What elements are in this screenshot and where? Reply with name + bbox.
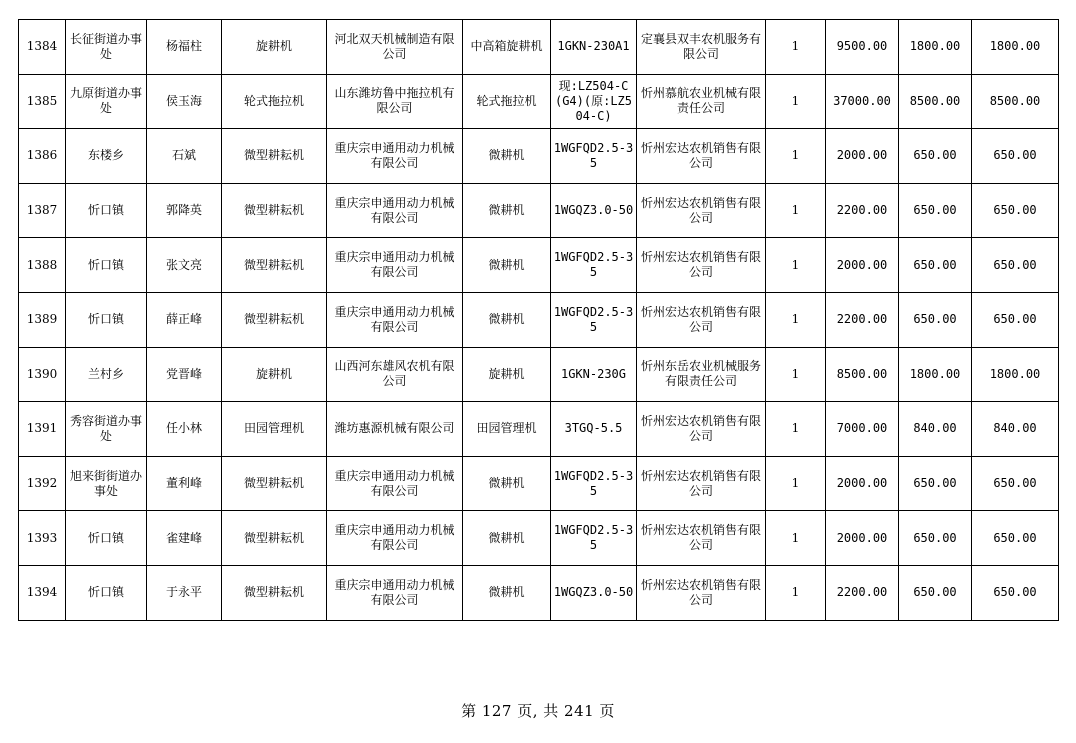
cell-machine-model: 现:LZ504-C(G4)(原:LZ504-C) (551, 74, 637, 129)
cell-machine-model: 1WGQZ3.0-50 (551, 183, 637, 238)
cell-sale-price: 2000.00 (826, 129, 899, 184)
cell-sale-price: 2000.00 (826, 511, 899, 566)
cell-dealer: 忻州宏达农机销售有限公司 (637, 456, 766, 511)
cell-row-number: 1385 (19, 74, 66, 129)
cell-sale-price: 37000.00 (826, 74, 899, 129)
cell-quantity: 1 (766, 565, 826, 620)
cell-quantity: 1 (766, 183, 826, 238)
cell-buyer-name: 杨福柱 (147, 20, 222, 75)
cell-single-subsidy: 1800.00 (899, 20, 972, 75)
cell-single-subsidy: 650.00 (899, 292, 972, 347)
cell-quantity: 1 (766, 20, 826, 75)
cell-total-subsidy: 650.00 (972, 183, 1059, 238)
cell-total-subsidy: 1800.00 (972, 20, 1059, 75)
cell-single-subsidy: 8500.00 (899, 74, 972, 129)
cell-manufacturer: 重庆宗申通用动力机械有限公司 (327, 238, 463, 293)
cell-single-subsidy: 650.00 (899, 238, 972, 293)
cell-machine-item: 微耕机 (463, 183, 551, 238)
cell-quantity: 1 (766, 129, 826, 184)
cell-township: 长征街道办事处 (66, 20, 147, 75)
cell-machine-model: 1WGFQD2.5-35 (551, 129, 637, 184)
cell-machine-model: 1WGFQD2.5-35 (551, 456, 637, 511)
cell-total-subsidy: 1800.00 (972, 347, 1059, 402)
cell-single-subsidy: 650.00 (899, 183, 972, 238)
cell-quantity: 1 (766, 347, 826, 402)
cell-total-subsidy: 650.00 (972, 511, 1059, 566)
cell-machine-item: 微耕机 (463, 292, 551, 347)
cell-machine-item: 微耕机 (463, 238, 551, 293)
cell-manufacturer: 重庆宗申通用动力机械有限公司 (327, 292, 463, 347)
cell-sale-price: 2200.00 (826, 565, 899, 620)
cell-machine-category: 微型耕耘机 (222, 511, 327, 566)
table-row (19, 402, 1059, 457)
cell-total-subsidy: 650.00 (972, 292, 1059, 347)
cell-machine-category: 微型耕耘机 (222, 238, 327, 293)
cell-row-number: 1389 (19, 292, 66, 347)
cell-machine-item: 中高箱旋耕机 (463, 20, 551, 75)
cell-buyer-name: 张文亮 (147, 238, 222, 293)
cell-dealer: 忻州东岳农业机械服务有限责任公司 (637, 347, 766, 402)
cell-buyer-name: 雀建峰 (147, 511, 222, 566)
cell-single-subsidy: 650.00 (899, 129, 972, 184)
cell-machine-model: 3TGQ-5.5 (551, 402, 637, 457)
cell-township: 旭来街街道办事处 (66, 456, 147, 511)
cell-machine-category: 微型耕耘机 (222, 456, 327, 511)
cell-township: 忻口镇 (66, 292, 147, 347)
cell-township: 东楼乡 (66, 129, 147, 184)
cell-township: 秀容街道办事处 (66, 402, 147, 457)
cell-dealer: 忻州宏达农机销售有限公司 (637, 565, 766, 620)
cell-single-subsidy: 650.00 (899, 511, 972, 566)
cell-sale-price: 8500.00 (826, 347, 899, 402)
cell-sale-price: 2000.00 (826, 456, 899, 511)
cell-manufacturer: 重庆宗申通用动力机械有限公司 (327, 129, 463, 184)
cell-machine-category: 微型耕耘机 (222, 129, 327, 184)
cell-buyer-name: 石斌 (147, 129, 222, 184)
cell-buyer-name: 董利峰 (147, 456, 222, 511)
cell-machine-category: 旋耕机 (222, 20, 327, 75)
cell-township: 忻口镇 (66, 565, 147, 620)
cell-row-number: 1387 (19, 183, 66, 238)
subsidy-table (18, 19, 1059, 621)
cell-machine-category: 轮式拖拉机 (222, 74, 327, 129)
table-row (19, 292, 1059, 347)
cell-machine-model: 1WGQZ3.0-50 (551, 565, 637, 620)
cell-total-subsidy: 650.00 (972, 565, 1059, 620)
cell-dealer: 忻州宏达农机销售有限公司 (637, 238, 766, 293)
page-number: 第 127 页, 共 241 页 (461, 702, 615, 720)
cell-single-subsidy: 1800.00 (899, 347, 972, 402)
cell-township: 忻口镇 (66, 238, 147, 293)
cell-township: 忻口镇 (66, 511, 147, 566)
cell-single-subsidy: 840.00 (899, 402, 972, 457)
cell-buyer-name: 任小林 (147, 402, 222, 457)
cell-machine-model: 1WGFQD2.5-35 (551, 238, 637, 293)
cell-single-subsidy: 650.00 (899, 456, 972, 511)
cell-manufacturer: 重庆宗申通用动力机械有限公司 (327, 565, 463, 620)
cell-quantity: 1 (766, 74, 826, 129)
table-row (19, 238, 1059, 293)
cell-row-number: 1384 (19, 20, 66, 75)
cell-single-subsidy: 650.00 (899, 565, 972, 620)
table-row (19, 74, 1059, 129)
cell-township: 九原街道办事处 (66, 74, 147, 129)
cell-row-number: 1390 (19, 347, 66, 402)
cell-machine-category: 微型耕耘机 (222, 565, 327, 620)
cell-dealer: 定襄县双丰农机服务有限公司 (637, 20, 766, 75)
cell-dealer: 忻州宏达农机销售有限公司 (637, 511, 766, 566)
cell-machine-item: 旋耕机 (463, 347, 551, 402)
cell-quantity: 1 (766, 456, 826, 511)
cell-sale-price: 2200.00 (826, 183, 899, 238)
cell-row-number: 1392 (19, 456, 66, 511)
cell-township: 忻口镇 (66, 183, 147, 238)
cell-machine-item: 微耕机 (463, 511, 551, 566)
table-row (19, 565, 1059, 620)
cell-buyer-name: 薛正峰 (147, 292, 222, 347)
table-row (19, 456, 1059, 511)
cell-machine-model: 1WGFQD2.5-35 (551, 511, 637, 566)
cell-sale-price: 9500.00 (826, 20, 899, 75)
cell-sale-price: 2200.00 (826, 292, 899, 347)
cell-machine-category: 旋耕机 (222, 347, 327, 402)
cell-manufacturer: 重庆宗申通用动力机械有限公司 (327, 511, 463, 566)
cell-quantity: 1 (766, 238, 826, 293)
cell-row-number: 1388 (19, 238, 66, 293)
cell-dealer: 忻州慕航农业机械有限责任公司 (637, 74, 766, 129)
cell-dealer: 忻州宏达农机销售有限公司 (637, 292, 766, 347)
cell-quantity: 1 (766, 402, 826, 457)
cell-quantity: 1 (766, 292, 826, 347)
cell-dealer: 忻州宏达农机销售有限公司 (637, 402, 766, 457)
cell-total-subsidy: 650.00 (972, 456, 1059, 511)
cell-machine-item: 微耕机 (463, 456, 551, 511)
cell-row-number: 1393 (19, 511, 66, 566)
cell-total-subsidy: 8500.00 (972, 74, 1059, 129)
cell-manufacturer: 山西河东雄风农机有限公司 (327, 347, 463, 402)
cell-total-subsidy: 650.00 (972, 129, 1059, 184)
cell-machine-item: 微耕机 (463, 565, 551, 620)
cell-manufacturer: 山东潍坊鲁中拖拉机有限公司 (327, 74, 463, 129)
cell-buyer-name: 郭降英 (147, 183, 222, 238)
cell-machine-category: 微型耕耘机 (222, 292, 327, 347)
table-body (19, 20, 1059, 621)
cell-buyer-name: 侯玉海 (147, 74, 222, 129)
cell-sale-price: 2000.00 (826, 238, 899, 293)
cell-machine-category: 微型耕耘机 (222, 183, 327, 238)
cell-dealer: 忻州宏达农机销售有限公司 (637, 129, 766, 184)
table-row (19, 347, 1059, 402)
cell-machine-model: 1GKN-230G (551, 347, 637, 402)
cell-machine-item: 轮式拖拉机 (463, 74, 551, 129)
cell-total-subsidy: 650.00 (972, 238, 1059, 293)
cell-buyer-name: 党晋峰 (147, 347, 222, 402)
table-row (19, 183, 1059, 238)
table-row (19, 20, 1059, 75)
cell-machine-model: 1GKN-230A1 (551, 20, 637, 75)
table-row (19, 511, 1059, 566)
cell-machine-item: 田园管理机 (463, 402, 551, 457)
cell-buyer-name: 于永平 (147, 565, 222, 620)
cell-row-number: 1391 (19, 402, 66, 457)
cell-row-number: 1386 (19, 129, 66, 184)
cell-sale-price: 7000.00 (826, 402, 899, 457)
cell-machine-item: 微耕机 (463, 129, 551, 184)
cell-manufacturer: 重庆宗申通用动力机械有限公司 (327, 456, 463, 511)
cell-dealer: 忻州宏达农机销售有限公司 (637, 183, 766, 238)
cell-row-number: 1394 (19, 565, 66, 620)
cell-total-subsidy: 840.00 (972, 402, 1059, 457)
cell-manufacturer: 潍坊惠源机械有限公司 (327, 402, 463, 457)
cell-manufacturer: 河北双天机械制造有限公司 (327, 20, 463, 75)
cell-quantity: 1 (766, 511, 826, 566)
cell-machine-category: 田园管理机 (222, 402, 327, 457)
table-row (19, 129, 1059, 184)
cell-manufacturer: 重庆宗申通用动力机械有限公司 (327, 183, 463, 238)
cell-machine-model: 1WGFQD2.5-35 (551, 292, 637, 347)
cell-township: 兰村乡 (66, 347, 147, 402)
